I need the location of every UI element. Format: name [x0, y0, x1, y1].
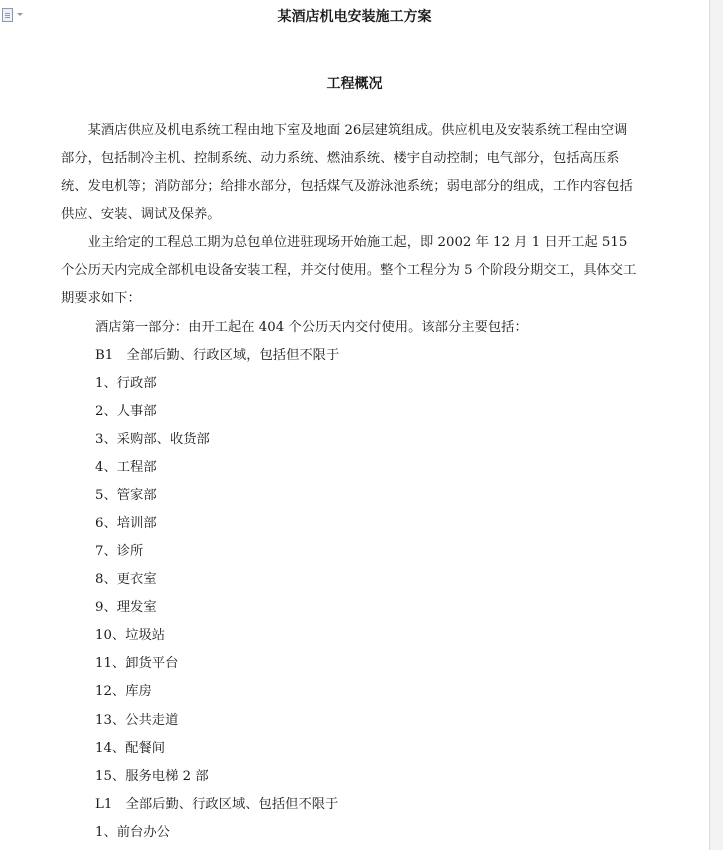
list-item: 7、诊所	[95, 544, 144, 559]
list-item: 6、培训部	[95, 516, 157, 531]
list-item-l1: L1 全部后勤、行政区域、包括但不限于	[95, 797, 339, 812]
section-heading: 工程概况	[326, 76, 383, 92]
list-item: 2、人事部	[95, 404, 157, 419]
scrollbar-track[interactable]	[709, 0, 723, 850]
list-item: 15、服务电梯 2 部	[95, 769, 209, 784]
list-item: 3、采购部、收货部	[95, 432, 210, 447]
list-item-phase-one: 酒店第一部分：由开工起在 404 个公历天内交付使用。该部分主要包括：	[95, 320, 528, 335]
list-item: 1、行政部	[95, 376, 157, 391]
list-item: 13、公共走道	[95, 713, 179, 728]
list-item: 4、工程部	[95, 460, 157, 475]
list-item: 5、管家部	[95, 488, 157, 503]
document-title: 某酒店机电安装施工方案	[277, 9, 432, 25]
list-item: 8、更衣室	[95, 572, 157, 587]
list-item: 11、卸货平台	[95, 656, 179, 671]
list-item: 12、库房	[95, 684, 152, 699]
paragraph-overview: 某酒店供应及机电系统工程由地下室及地面 26层建筑组成。供应机电及安装系统工程由空调部分，包括制冷主机、控制系统、动力系统、燃油系统、楼宇自动控制；电气部分，包括高压系统、发电机等；消防部分；给排水部分，包括煤气及游泳池系统；弱电部分的组成，工作内容包括供应、安装、调试及保养。	[61, 123, 633, 222]
list-item: 1、前台办公	[95, 825, 170, 840]
list-item: 14、配餐间	[95, 741, 166, 756]
list-item: 10、垃圾站	[95, 628, 166, 643]
list-item-b1: B1 全部后勤、行政区域，包括但不限于	[95, 348, 340, 363]
paragraph-schedule: 业主给定的工程总工期为总包单位进驻现场开始施工起，即 2002 年 12 月 1 日开工起 515 个公历天内完成全部机电设备安装工程，并交付使用。整个工程分为 5 个阶段分期交工，具体交工期要求如下：	[61, 235, 637, 306]
list-item: 9、理发室	[95, 600, 157, 615]
